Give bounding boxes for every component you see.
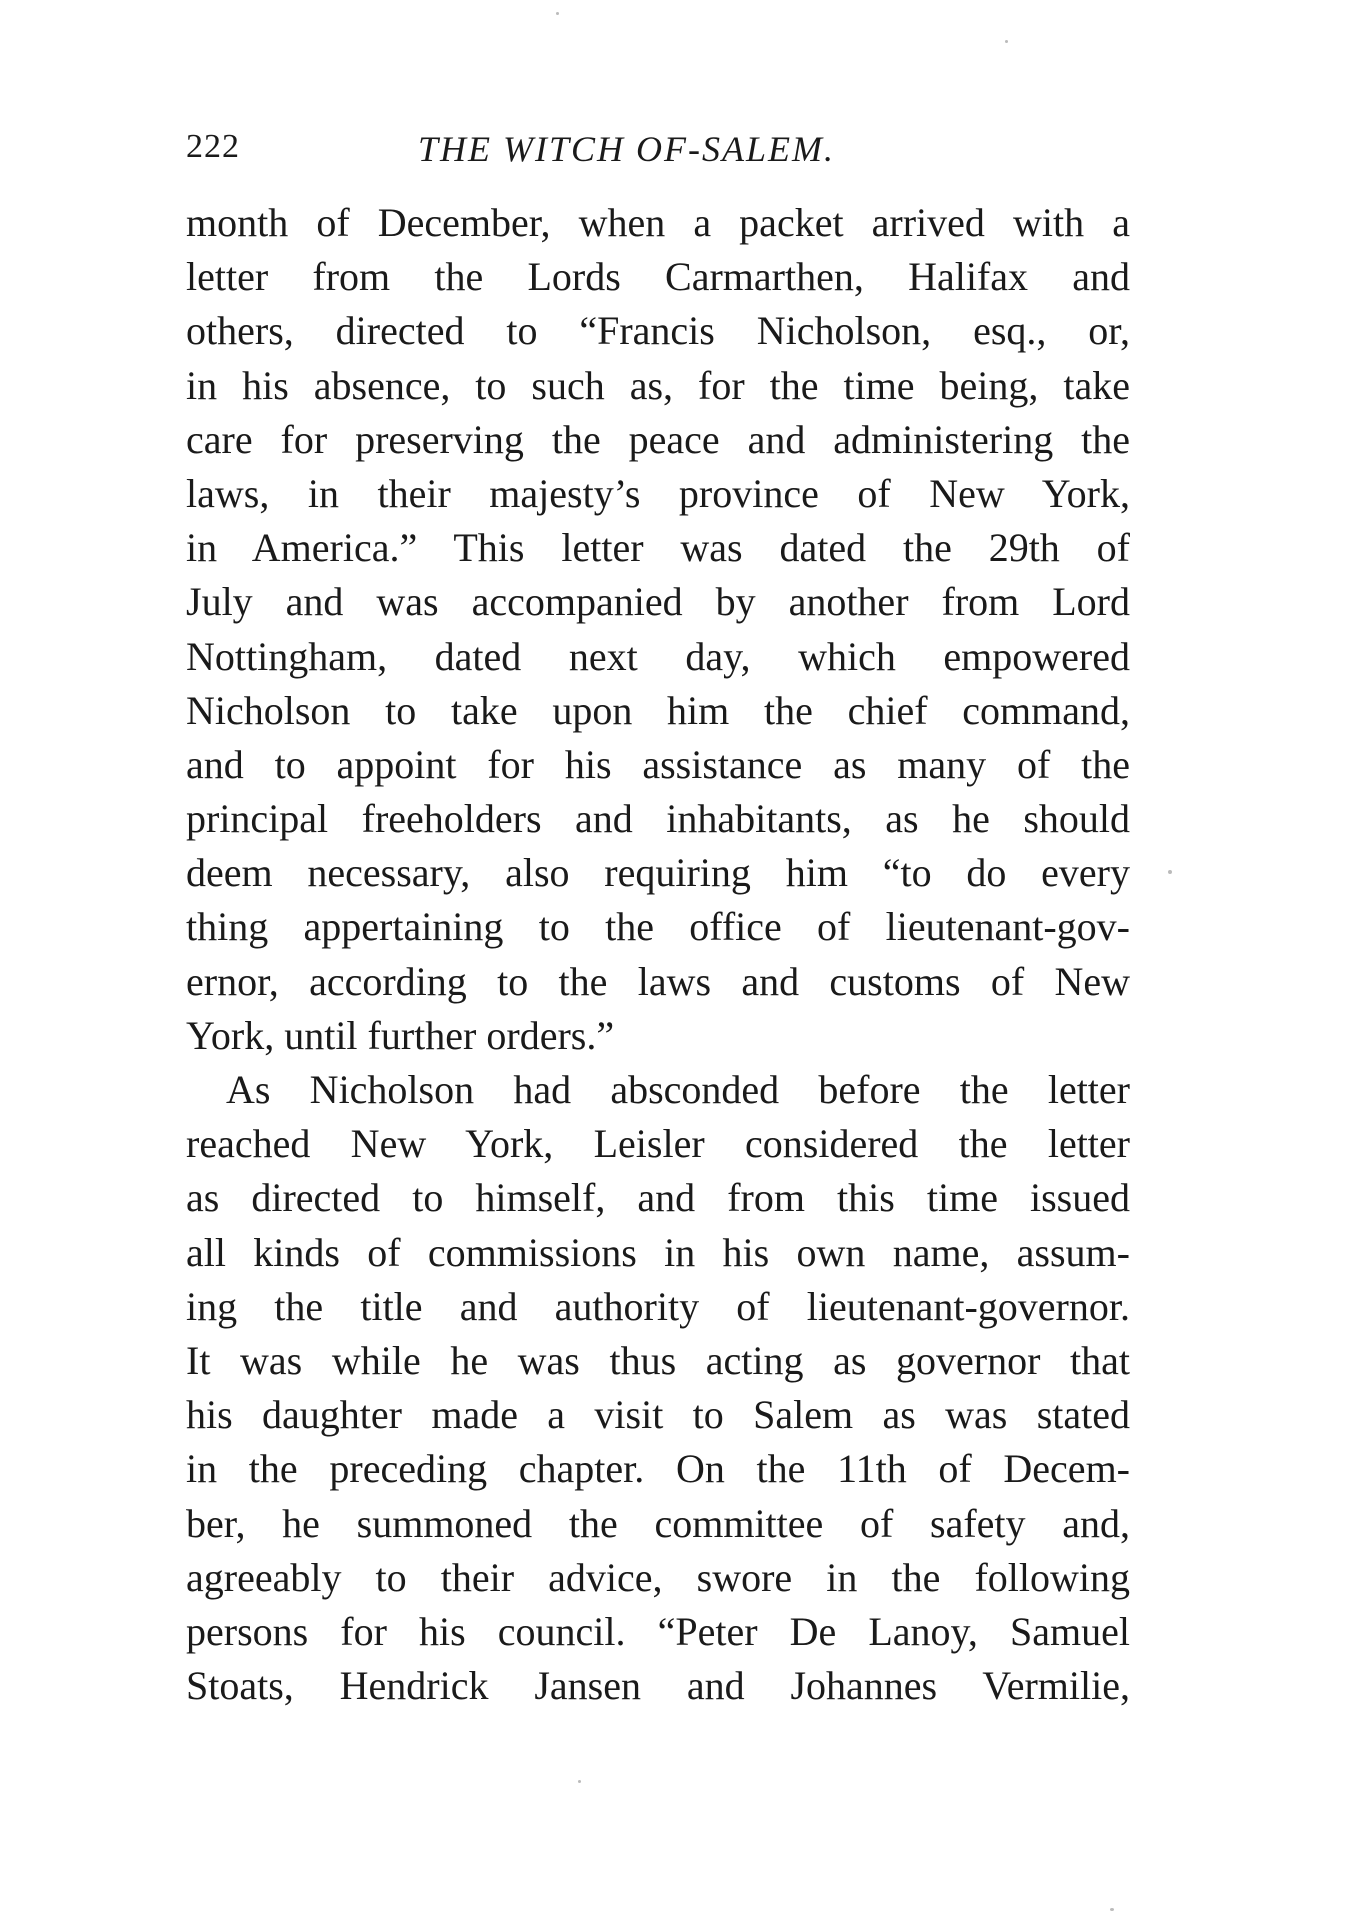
- running-title: THE WITCH OF-SALEM.: [418, 129, 835, 169]
- text-line: care for preserving the peace and administering the: [186, 416, 1130, 462]
- text-line: ber, he summoned the committee of safety and,: [186, 1500, 1130, 1546]
- text-line: Stoats, Hendrick Jansen and Johannes Vermilie,: [186, 1663, 1130, 1709]
- text-line: and to appoint for his assistance as many of the: [186, 741, 1130, 787]
- text-line: thing appertaining to the office of lieutenant-gov-: [186, 904, 1130, 950]
- text-line: agreeably to their advice, swore in the following: [186, 1554, 1130, 1600]
- body-text: [186, 196, 1130, 1713]
- text-line: principal freeholders and inhabitants, as he should: [186, 796, 1130, 842]
- text-line: his daughter made a visit to Salem as was stated: [186, 1392, 1130, 1438]
- text-line: others, directed to “Francis Nicholson, esq., or,: [186, 308, 1130, 354]
- speck: [578, 1780, 581, 1783]
- text-line: in the preceding chapter. On the 11th of Decem-: [186, 1446, 1130, 1492]
- text-line: month of December, when a packet arrived with a: [186, 200, 1130, 245]
- paragraph-1: [186, 196, 1130, 1063]
- speck: [1005, 40, 1008, 43]
- text-line: York, until further orders.”: [186, 1012, 615, 1058]
- speck: [1168, 870, 1172, 874]
- running-head: [186, 128, 1126, 172]
- text-line: all kinds of commissions in his own name, assum-: [186, 1229, 1130, 1275]
- text-line: in his absence, to such as, for the time being, take: [186, 362, 1130, 408]
- text-line: It was while he was thus acting as governor that: [186, 1337, 1130, 1383]
- page-number: 222: [186, 128, 240, 165]
- paragraph-2: [186, 1063, 1130, 1713]
- text-line: reached New York, Leisler considered the letter: [186, 1121, 1130, 1167]
- text-line: Nottingham, dated next day, which empowered: [186, 633, 1130, 679]
- text-line: As Nicholson had absconded before the letter: [226, 1067, 1130, 1112]
- text-line: persons for his council. “Peter De Lanoy, Samuel: [186, 1608, 1130, 1654]
- speck: [1110, 1908, 1114, 1911]
- text-line: deem necessary, also requiring him “to do every: [186, 850, 1130, 896]
- text-line: ernor, according to the laws and customs of New: [186, 958, 1130, 1004]
- text-line: ing the title and authority of lieutenant-governor.: [186, 1283, 1130, 1329]
- speck: [556, 12, 559, 15]
- text-line: laws, in their majesty’s province of New York,: [186, 470, 1130, 516]
- text-line: as directed to himself, and from this time issued: [186, 1175, 1130, 1221]
- text-line: in America.” This letter was dated the 29th of: [186, 525, 1130, 571]
- text-line: July and was accompanied by another from Lord: [186, 579, 1130, 625]
- text-line: letter from the Lords Carmarthen, Halifax and: [186, 254, 1130, 300]
- text-line: Nicholson to take upon him the chief command,: [186, 687, 1130, 733]
